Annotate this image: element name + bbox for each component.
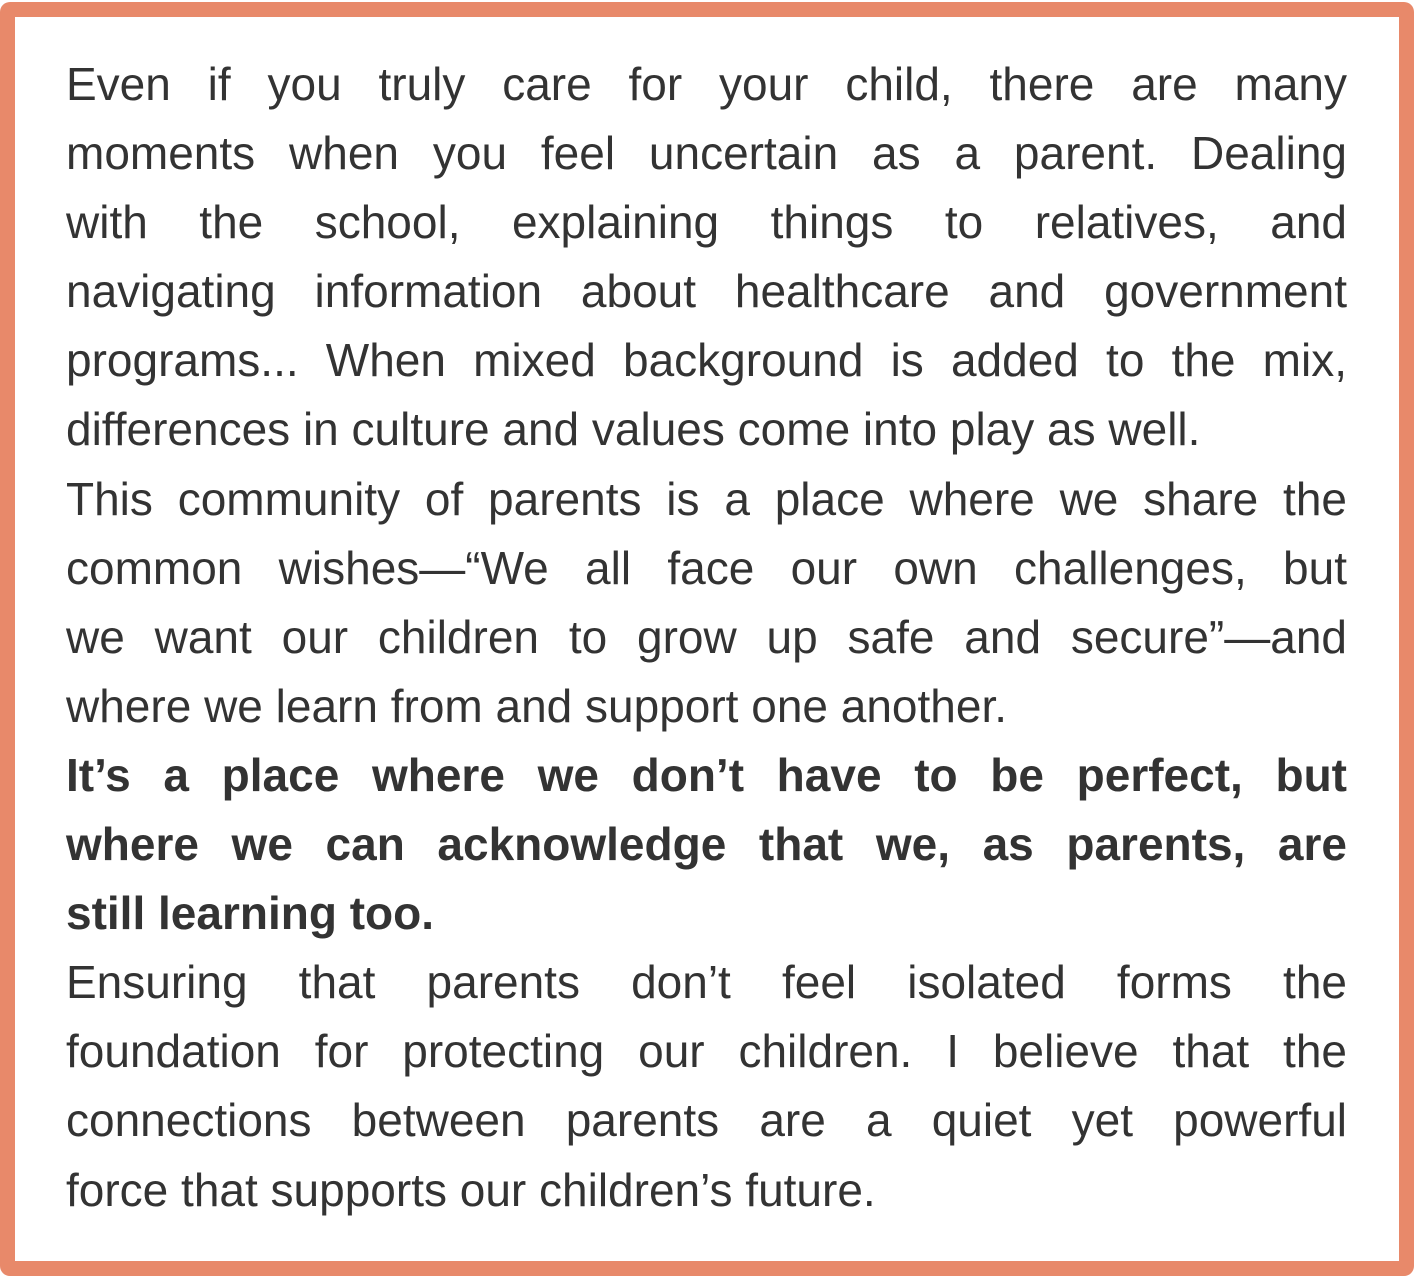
text-line: differences in culture and values come into play as well. xyxy=(66,403,1201,456)
text-line: Ensuring that parents don’t feel isolated forms the xyxy=(66,956,1347,1009)
text-line: moments when you feel uncertain as a parent. Dealing xyxy=(66,127,1347,180)
text-line: navigating information about healthcare and government xyxy=(66,265,1347,318)
text-line: This community of parents is a place where we share the xyxy=(66,472,1347,525)
text-line: Even if you truly care for your child, there are many xyxy=(66,58,1347,110)
paragraph xyxy=(66,50,1347,465)
text-line: we want our children to grow up safe and secure”—and xyxy=(66,610,1347,663)
emphasis-paragraph xyxy=(66,741,1347,948)
text-line: force that supports our children’s future. xyxy=(66,1163,876,1216)
text-line: where we can acknowledge that we, as parents, are xyxy=(66,818,1347,871)
text-line: foundation for protecting our children. I believe that the xyxy=(66,1025,1347,1078)
text-card xyxy=(0,2,1414,1276)
paragraph xyxy=(66,948,1347,1224)
text-line: programs... When mixed background is added to the mix, xyxy=(66,334,1347,387)
text-line: It’s a place where we don’t have to be perfect, but xyxy=(66,748,1347,801)
text-line: common wishes—“We all face our own challenges, but xyxy=(66,541,1347,594)
text-line: with the school, explaining things to relatives, and xyxy=(66,196,1347,249)
text-line: where we learn from and support one another. xyxy=(66,679,1008,732)
text-line: still learning too. xyxy=(66,887,435,940)
text-line: connections between parents are a quiet yet powerful xyxy=(66,1094,1347,1147)
paragraph xyxy=(66,465,1347,741)
